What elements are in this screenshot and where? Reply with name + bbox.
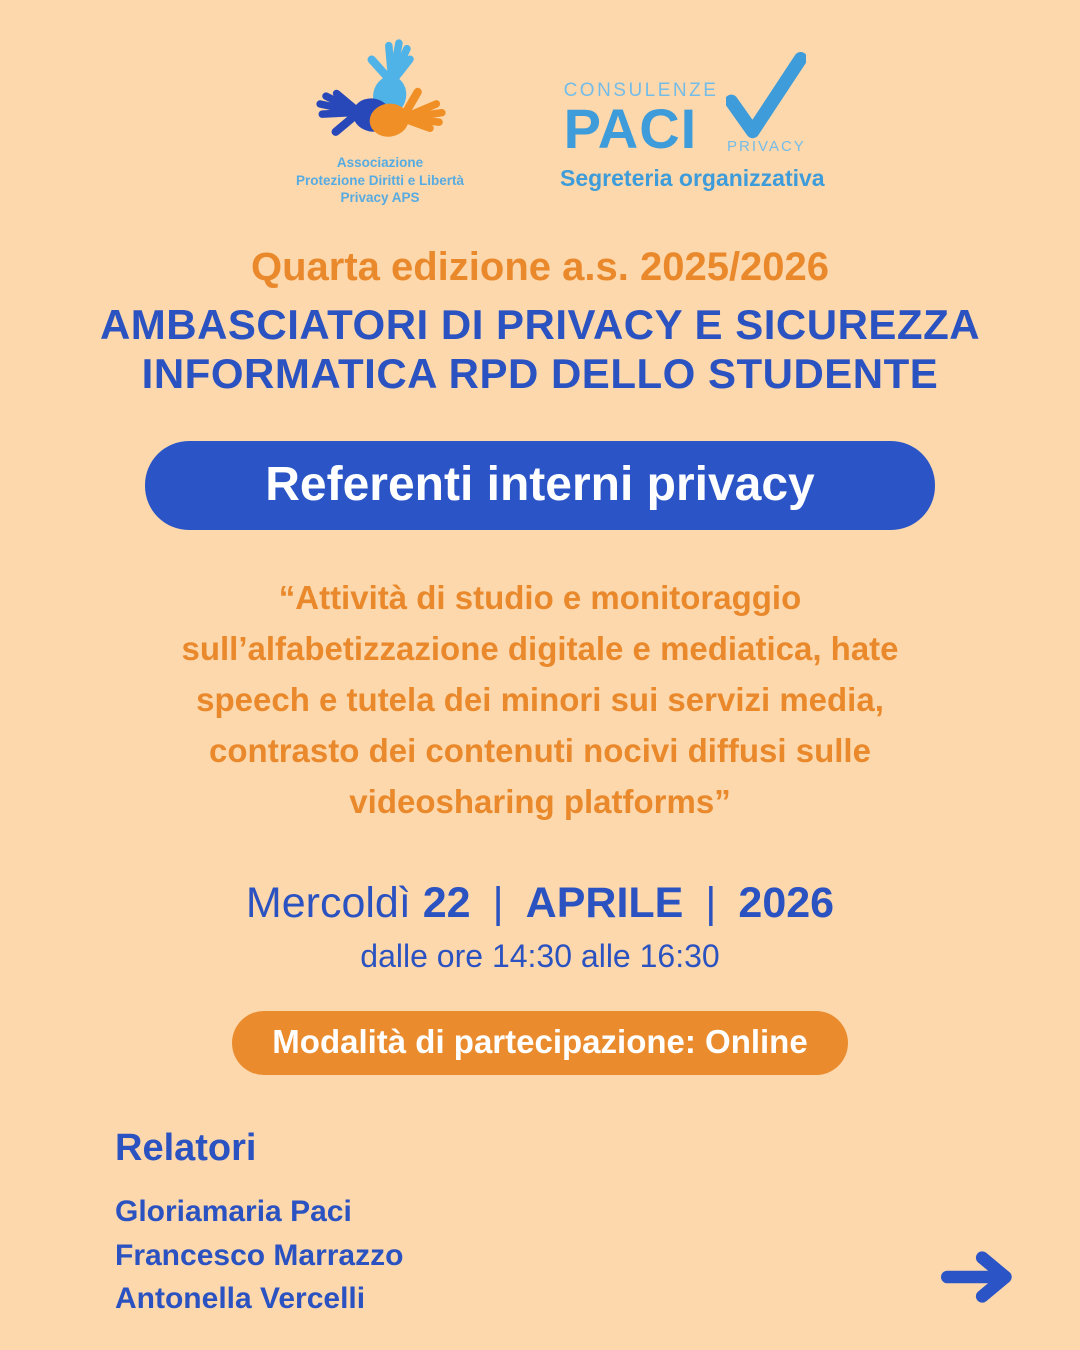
page-title-line2: INFORMATICA RPD DELLO STUDENTE [141, 350, 939, 398]
next-arrow-button[interactable] [938, 1246, 1038, 1308]
edition-subtitle: Quarta edizione a.s. 2025/2026 [250, 244, 830, 289]
association-logo [270, 32, 490, 207]
quote-line: sull’alfabetizzazione digitale e mediatica, hate [181, 629, 899, 667]
paci-subtitle: Segreteria organizzativa [560, 165, 825, 191]
page-title [0, 300, 1080, 399]
speaker-name: Antonella Vercelli [115, 1282, 366, 1316]
association-caption-line: Protezione Diritti e Libertà [295, 172, 465, 188]
date-separator: | [492, 879, 504, 928]
quote-line: speech e tutela dei minori sui servizi media, [196, 681, 884, 719]
referenti-pill: Referenti interni privacy [145, 441, 935, 530]
paci-privacy-label: PRIVACY [727, 138, 806, 155]
speakers-section [115, 1127, 1080, 1321]
event-time: dalle ore 14:30 alle 16:30 [360, 938, 720, 975]
speaker-list [115, 1190, 1080, 1321]
event-day-number: 22 [422, 879, 471, 928]
quote-line: contrasto dei contenuti nocivi diffusi sulle [209, 732, 871, 770]
event-month: APRILE [525, 879, 684, 928]
quote-line: “Attività di studio e monitoraggio [278, 578, 802, 616]
event-day: Mercoldì [245, 879, 411, 928]
quote [0, 572, 1080, 828]
three-hands-icon [290, 32, 470, 152]
quote-line: videosharing platforms” [349, 783, 731, 821]
date-separator: | [705, 879, 717, 928]
participation-mode-pill: Modalità di partecipazione: Online [232, 1011, 847, 1075]
event-date [0, 879, 1080, 928]
speakers-heading: Relatori [115, 1127, 257, 1170]
paci-logo [560, 32, 825, 192]
arrow-right-icon [938, 1246, 1038, 1308]
checkmark-icon [726, 50, 806, 142]
association-caption-line: Privacy APS [340, 190, 420, 206]
mode-pill-wrap [0, 1011, 1080, 1075]
paci-name-label: PACI [563, 96, 698, 160]
header-logos [0, 0, 1080, 207]
speaker-name: Gloriamaria Paci [115, 1195, 352, 1229]
paci-consulenze-label: CONSULENZE [563, 79, 719, 101]
page-title-line1: AMBASCIATORI DI PRIVACY E SICUREZZA [99, 300, 981, 348]
association-caption-line: Associazione [336, 155, 424, 170]
speaker-name: Francesco Marrazzo [115, 1238, 404, 1272]
event-year: 2026 [738, 879, 835, 928]
